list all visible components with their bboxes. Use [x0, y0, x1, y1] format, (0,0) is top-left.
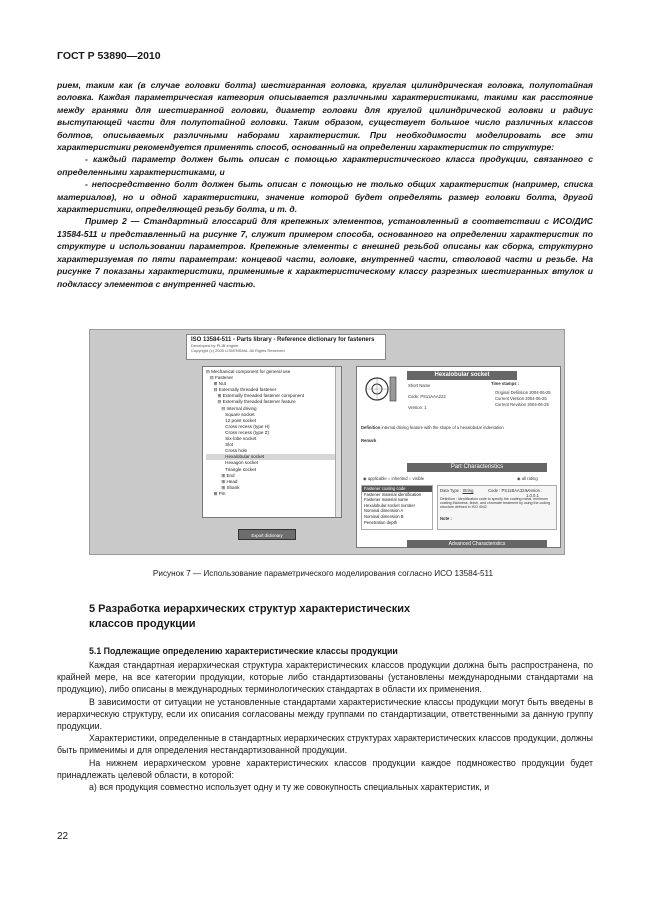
characteristic-detail: [437, 485, 557, 530]
code-label: Code: [408, 394, 419, 399]
version2-value: 1.0.0.1: [526, 493, 539, 498]
radio-inherited[interactable]: inherited: [391, 476, 408, 481]
characteristic-item[interactable]: Penetration depth: [364, 519, 398, 525]
body-paragraph: В зависимости от ситуации не установленные стандартами характеристические классы продукции могут быть введены в иерархическую структуру, если их описания согласованы между группами по стандартизации, ответственными за данную группу продукции.: [57, 696, 593, 732]
remark-label: Remark: [361, 438, 377, 443]
tree-node[interactable]: Cross recess (type H): [206, 423, 270, 429]
figure-title: ISO 13584-511 - Parts library - Reference dictionary for fasteners: [191, 337, 375, 343]
tree-node[interactable]: Triangle socket: [206, 466, 257, 472]
characteristic-item[interactable]: Fastener coating code: [362, 486, 432, 492]
definition-label: Definition: [361, 425, 381, 430]
tree-scrollbar[interactable]: [335, 367, 341, 517]
body-paragraph: а) вся продукция совместно использует одну и ту же совокупность специальных характеристик, и: [89, 782, 490, 793]
standard-header: ГОСТ Р 53890—2010: [57, 50, 161, 62]
top-paragraph: рием, таким как (в случае головки болта) шестигранная головка, круглая цилиндрическая головка, полупотайная головка. Каждая параметрическая категория описывается различными характеристиками, такими как расстояние между гранями для шестигранной головки, диаметр головки для круглой цилиндрической головки и радиус выступающей части для полупотайной головки. Таким образом, существует большое число различных классов болтов, описываемых различными наборами характеристик. При необходимости моделировать все эти характеристики рекомендуется применять способ, основанный на определении характеристик по структуре:: [57, 80, 593, 153]
socket-drawing-icon: [363, 371, 399, 407]
subsection-title: 5.1 Подлежащие определению характеристические классы продукции: [89, 646, 398, 656]
tree-node[interactable]: Cross recess (type Z): [206, 429, 270, 435]
figure-title-bar: [186, 334, 386, 360]
tree-node[interactable]: Hexalobular socket: [206, 454, 338, 460]
tree-node[interactable]: ⊟ Mechanical component for general use: [206, 369, 291, 374]
class-tree[interactable]: [202, 366, 342, 518]
version-label: Version: [408, 405, 422, 410]
characteristics-list[interactable]: [361, 485, 433, 530]
characteristic-item[interactable]: Fastener material identification: [364, 491, 422, 497]
figure-screenshot: [89, 329, 565, 555]
advanced-characteristics-header[interactable]: Advanced Characteristics: [407, 540, 547, 548]
class-name-header: Hexalobular socket: [407, 371, 517, 380]
page-number: 22: [57, 831, 69, 842]
tree-node[interactable]: Slot: [206, 442, 234, 448]
radio-all-rating[interactable]: all rating: [521, 476, 538, 481]
top-text-block: [57, 79, 593, 290]
definition-text: internal driving feature with the shape of a hexalobular indentation: [381, 425, 504, 430]
body-text: [57, 659, 593, 793]
figure-subtitle: Developed by PLIB engine: [191, 343, 239, 348]
data-type-label: Data Type :: [440, 488, 462, 493]
export-dictionary-button[interactable]: Export dictionary: [238, 529, 296, 540]
tree-node[interactable]: ⊞ Externally threaded fastener component: [206, 393, 305, 399]
tree-node[interactable]: Six-lobe socket: [206, 436, 257, 442]
section-title-line: классов продукции: [89, 617, 196, 630]
body-paragraph: Каждая стандартная иерархическая структура характеристических классов продукции должна быть распространена, по крайней мере, на все категории продукции, которые либо стандартизованы (установлены международными стандартами на продукцию), либо описаны в международных терминологических стандартах в области их применения.: [57, 660, 593, 695]
code2-value: PS11BAA324: [501, 488, 527, 493]
characteristic-item[interactable]: Nominal dimension A: [364, 508, 404, 514]
tree-node[interactable]: ⊞ End: [206, 472, 235, 478]
figure-caption: Рисунок 7 — Использование параметрического моделирования согласно ИСО 13584-511: [152, 569, 494, 578]
tree-node[interactable]: ⊞ Nut: [206, 381, 226, 387]
top-paragraph: - каждый параметр должен быть описан с помощью характеристического класса продукции, связанного с определенными характеристиками, и: [57, 154, 593, 177]
characteristic-item[interactable]: Fastener material name: [364, 497, 409, 503]
characteristic-definition: Definition : identification code to specify the coating metal, minimum coating thickness, finish, and chromate treatment by using the coding structure defined in ISO 4042: [440, 497, 551, 510]
example-paragraph: Пример 2 — Стандартный глоссарий для крепежных элементов, установленный в соответствии с ИСО/ДИС 13584-511 и представленный на рисунке 7, служит примером способа, основанного на определении характеристик по структуре и использовании параметров. Крепежные элементы с внешней резьбой описаны как сборка, структурно характеризуемая по пяти параметрам: концевой части, головке, внутренней части, стволовой части и резьбе. На рисунке 7 показаны характеристики, применимые к характеристическому классу разрезных шестигранных втулок и подклассу элементов с внутренней частью.: [57, 216, 593, 289]
tree-node[interactable]: ⊞ Shank: [206, 484, 240, 490]
note-label: Note :: [440, 516, 452, 521]
characteristic-item[interactable]: Nominal dimension B: [364, 513, 404, 519]
original-definition: Original Definition 2004-06-25: [495, 390, 551, 395]
code-value: PS11AAA222: [420, 394, 446, 399]
section-title-line: 5 Разработка иерархических структур характеристических: [89, 603, 411, 615]
tree-node[interactable]: Cross hole: [206, 448, 248, 454]
tree-node[interactable]: Hexagon socket: [206, 460, 259, 466]
figure-copyright: Copyright (c) 2005 LISI/ENSMA. All Rights Reserved: [191, 348, 285, 353]
tree-node[interactable]: ⊟ Externally threaded fastener: [206, 387, 277, 393]
short-name-label: Short Name: [408, 383, 431, 388]
current-version: Current Version 2004-06-25: [495, 396, 547, 401]
part-characteristics-header: Part Characteristics: [407, 463, 547, 472]
time-stamps-label: Time stamps :: [491, 381, 520, 386]
radio-applicable[interactable]: applicable: [367, 476, 387, 481]
version2-label: Version :: [526, 488, 543, 493]
tree-node[interactable]: 12 point socket: [206, 417, 257, 423]
code2-label: Code :: [488, 488, 501, 493]
tree-node[interactable]: ⊟ Externally threaded fastener feature: [206, 399, 296, 405]
tree-node[interactable]: ⊟ Fastener: [206, 375, 234, 381]
tree-node[interactable]: ⊟ Internal driving: [206, 405, 257, 411]
class-detail-panel: Hexalobular socket Short Name Code: PS11AAA222 Version: 1 Time stamps : Original Definition 2004-06-25 Current Version 2004-06-25 Current Revision 2004-06-25 Definition internal driving feature with the shape of a hexalobular indentation Remark Part Characteristics ◉ applicable ○ inherited ○ visible ◉ all rating Fastener coating code Fastener material identification Fastener material name Hexalobular socket number Nominal dimension A Nominal dimension B Penetration depth Data Type : String Code : PS11BAA324 Version : 1.0.0.1 Definition : identification code to specify the coating metal, minimum coating thickness, finish, and chromate treatment by using the coding structure defined in ISO 4042 Note : Advanced Characteristics: [356, 366, 561, 548]
characteristic-item[interactable]: Hexalobular socket number: [364, 502, 415, 508]
tree-node[interactable]: Square socket: [206, 411, 255, 417]
version-value: 1: [424, 405, 427, 410]
body-paragraph: Характеристики, определенные в стандартных иерархических структурах характеристических классов продукции, должны быть применимы и для определения нестандартизованной продукции.: [57, 733, 593, 756]
top-paragraph: - непосредственно болт должен быть описан с помощью не только общих характеристик (например, списка материалов), но и одной характеристики, значение которой будет определять размер головки болта, другой характеристики, определяющей резьбу болта, и т. д.: [57, 179, 593, 215]
body-paragraph: На нижнем иерархическом уровне характеристических классов продукции каждое подмножество продукции будет принадлежать целевой области, в которой:: [57, 757, 593, 780]
tree-node[interactable]: ⊞ Pin: [206, 490, 226, 496]
radio-visible[interactable]: visible: [412, 476, 425, 481]
tree-node[interactable]: ⊞ Head: [206, 478, 238, 484]
section-title: [89, 602, 410, 631]
current-revision: Current Revision 2004-06-25: [495, 402, 549, 407]
data-type-value: String: [462, 488, 474, 493]
